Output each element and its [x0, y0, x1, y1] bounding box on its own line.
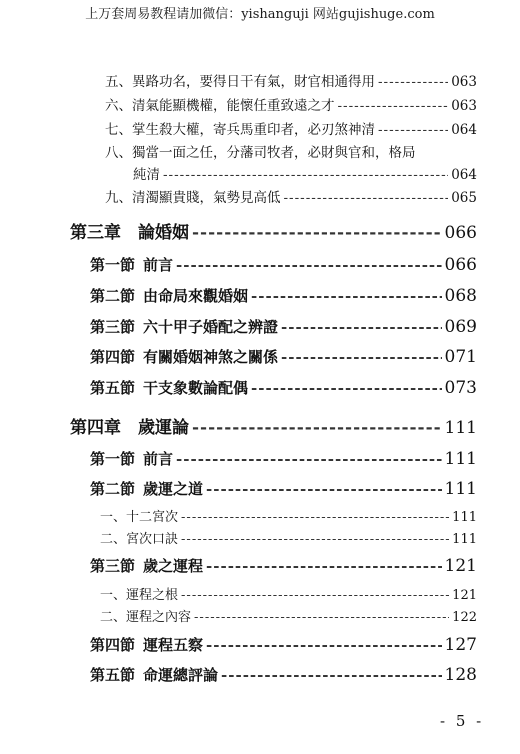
item-text: 清濁顯貴賤，氣勢見高低: [132, 190, 281, 206]
section-title: 由命局來觀婚姻: [143, 287, 249, 305]
chapter-page: 111: [444, 418, 477, 438]
subitem-page: 111: [452, 532, 477, 547]
section-number: 第五節: [90, 379, 136, 397]
leader-dots: [221, 666, 442, 684]
subitem-text: 運程之根: [126, 588, 179, 603]
item-page: 064: [451, 167, 477, 183]
toc-section[interactable]: [90, 634, 477, 655]
section-page: 111: [444, 449, 477, 469]
subitem-page: 121: [452, 588, 477, 603]
toc-section[interactable]: [90, 346, 477, 367]
section-title: 歲之運程: [143, 557, 204, 575]
section-page: 069: [444, 317, 477, 337]
leader-dots: [251, 287, 442, 305]
section-title: 干支象數論配偶: [143, 379, 249, 397]
section-title: 前言: [143, 450, 174, 468]
toc-section[interactable]: [90, 316, 477, 337]
item-number: 五、: [105, 74, 132, 90]
leader-dots: [181, 532, 449, 547]
leader-dots: [181, 510, 449, 525]
toc-item[interactable]: [105, 118, 477, 138]
item-number: 六、: [105, 98, 132, 114]
toc-section[interactable]: [90, 664, 477, 685]
section-title: 前言: [143, 256, 174, 274]
subitem-text: 宮次口訣: [126, 532, 179, 547]
leader-dots: [338, 98, 449, 114]
leader-dots: [378, 74, 448, 90]
subitem-page: 111: [452, 510, 477, 525]
item-text: 異路功名，要得日干有氣，財官相通得用: [132, 74, 375, 90]
page-number: - 5 -: [440, 712, 485, 730]
toc-item[interactable]: [105, 94, 477, 114]
leader-dots: [163, 167, 448, 183]
item-page: 064: [451, 122, 477, 138]
section-number: 第二節: [90, 287, 136, 305]
subitem-number: 二、: [100, 610, 127, 625]
leader-dots: [281, 348, 442, 366]
section-title: 命運總評論: [143, 666, 219, 684]
section-page: 111: [444, 479, 477, 499]
leader-dots: [194, 610, 449, 625]
toc-item[interactable]: [105, 141, 477, 161]
item-page: 063: [451, 74, 477, 90]
subitem-number: 一、: [100, 510, 127, 525]
toc-subitem[interactable]: [100, 606, 477, 625]
toc-subitem[interactable]: [100, 584, 477, 603]
section-page: 071: [444, 347, 477, 367]
subitem-text: 運程之內容: [126, 610, 192, 625]
item-text: 掌生殺大權，寄兵馬重印者，必刃煞神清: [132, 122, 375, 138]
subitem-text: 十二宮次: [126, 510, 179, 525]
section-page: 128: [444, 665, 477, 685]
leader-dots: [206, 480, 442, 498]
leader-dots: [281, 318, 442, 336]
section-title: 歲運之道: [143, 480, 204, 498]
section-number: 第三節: [90, 557, 136, 575]
item-text: 清氣能顯機權，能懷任重致遠之才: [132, 98, 335, 114]
section-page: 068: [444, 286, 477, 306]
leader-dots: [284, 190, 449, 206]
section-title: 運程五察: [143, 636, 204, 654]
chapter-3-heading[interactable]: [70, 218, 477, 243]
leader-dots: [206, 636, 442, 654]
subitem-number: 二、: [100, 532, 127, 547]
chapter-4-heading[interactable]: [70, 413, 477, 438]
section-number: 第四節: [90, 348, 136, 366]
item-page: 063: [451, 98, 477, 114]
item-text-cont: 純清: [133, 167, 160, 183]
toc-section[interactable]: [90, 478, 477, 499]
toc-section[interactable]: [90, 285, 477, 306]
toc-section[interactable]: [90, 555, 477, 576]
section-page: 121: [444, 556, 477, 576]
leader-dots: [251, 379, 442, 397]
section-number: 第二節: [90, 480, 136, 498]
item-text: 獨當一面之任，分藩司牧者，必財與官和，格局: [132, 145, 416, 161]
item-number: 七、: [105, 122, 132, 138]
leader-dots: [181, 588, 449, 603]
toc-section[interactable]: [90, 448, 477, 469]
section-number: 第五節: [90, 666, 136, 684]
leader-dots: [378, 122, 448, 138]
item-number: 八、: [105, 145, 132, 161]
toc-item-continuation[interactable]: [133, 163, 477, 183]
toc-subitem[interactable]: [100, 528, 477, 547]
toc-item[interactable]: [105, 70, 477, 90]
watermark-banner: 上万套周易教程请加微信：yishanguji 网站gujishuge.com: [85, 7, 435, 22]
leader-dots: [192, 223, 442, 243]
section-page: 127: [444, 635, 477, 655]
leader-dots: [176, 256, 442, 274]
toc-item[interactable]: [105, 186, 477, 206]
section-title: 有關婚姻神煞之關係: [143, 348, 279, 366]
leader-dots: [206, 557, 442, 575]
section-number: 第三節: [90, 318, 136, 336]
item-page: 065: [451, 190, 477, 206]
leader-dots: [176, 450, 442, 468]
section-page: 066: [444, 255, 477, 275]
leader-dots: [192, 418, 442, 438]
chapter-page: 066: [444, 223, 477, 243]
toc-section[interactable]: [90, 377, 477, 398]
subitem-page: 122: [452, 610, 477, 625]
section-number: 第四節: [90, 636, 136, 654]
section-title: 六十甲子婚配之辨證: [143, 318, 279, 336]
subitem-number: 一、: [100, 588, 127, 603]
chapter-title: 第三章 論婚姻: [70, 223, 189, 243]
chapter-title: 第四章 歲運論: [70, 418, 189, 438]
toc-section[interactable]: [90, 254, 477, 275]
section-number: 第一節: [90, 256, 136, 274]
toc-subitem[interactable]: [100, 506, 477, 525]
item-number: 九、: [105, 190, 132, 206]
section-page: 073: [444, 378, 477, 398]
section-number: 第一節: [90, 450, 136, 468]
